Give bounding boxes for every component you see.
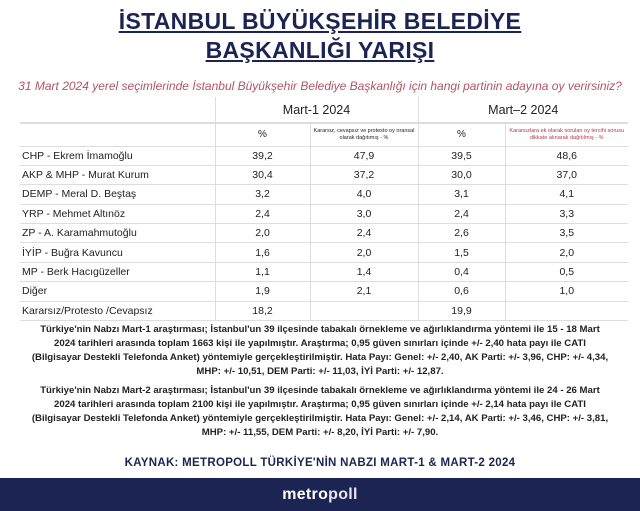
table-row xyxy=(20,185,628,204)
period-mart2: Mart–2 2024 xyxy=(418,97,628,123)
value-cell: 19,9 xyxy=(418,301,505,320)
table-row xyxy=(20,243,628,262)
methodology-note-mart1: Türkiye'nin Nabzı Mart-1 araştırması; İstanbul'un 39 ilçesinde tabakalı örnekleme ve ağırlıklandırma yöntemi ile 15 - 18 Mart 2024 tarihleri arasında toplam 1663 kişi ile yapılmıştır. Araştırma; 0,95 güven sınırları içinde +/- 2,40 hata payı ile CATI (Bilgisayar Destekli Telefonda Anket) yöntemiyle gerçekleştirilmiştir. Hata Payı: Genel: +/- 2,40, AK Parti: +/- 3,96, CHP: +/- 4,34, MHP: +/- 10,51, DEM Parti: +/- 11,03, İYİ Parti: +/- 12,87. xyxy=(31,324,609,377)
candidate-label: Kararsız/Protesto /Cevapsız xyxy=(20,301,215,320)
value-cell: 1,9 xyxy=(215,282,310,301)
value-cell: 47,9 xyxy=(310,146,418,165)
value-cell: 39,2 xyxy=(215,146,310,165)
value-cell: 2,4 xyxy=(310,224,418,243)
value-cell: 4,1 xyxy=(505,185,628,204)
survey-question: 31 Mart 2024 yerel seçimlerinde İstanbul Büyükşehir Belediye Başkanlığı için hangi partinin adayına oy verirsiniz? xyxy=(18,79,622,93)
subheader-row xyxy=(20,123,628,146)
subheader-percent-1: % xyxy=(215,123,310,146)
logo-text-1: metro xyxy=(282,485,329,503)
value-cell: 48,6 xyxy=(505,146,628,165)
logo-text-2: poll xyxy=(328,485,358,503)
value-cell: 2,1 xyxy=(310,282,418,301)
page-title-line2: BAŞKANLIĞI YARIŞI xyxy=(205,37,435,63)
value-cell: 2,4 xyxy=(215,204,310,223)
period-mart1: Mart-1 2024 xyxy=(215,97,418,123)
value-cell: 1,6 xyxy=(215,243,310,262)
value-cell: 0,6 xyxy=(418,282,505,301)
value-cell: 0,4 xyxy=(418,262,505,281)
source-line: KAYNAK: METROPOLL TÜRKİYE'NİN NABZI MART-1 & MART-2 2024 xyxy=(124,457,516,469)
value-cell: 1,1 xyxy=(215,262,310,281)
value-cell: 2,0 xyxy=(215,224,310,243)
candidate-label: AKP & MHP - Murat Kurum xyxy=(20,165,215,184)
table-row xyxy=(20,224,628,243)
candidate-label: Diğer xyxy=(20,282,215,301)
value-cell: 3,0 xyxy=(310,204,418,223)
page-title-line1: İSTANBUL BÜYÜKŞEHİR BELEDİYE xyxy=(118,8,522,34)
value-cell: 3,2 xyxy=(215,185,310,204)
subheader-percent-2: % xyxy=(418,123,505,146)
value-cell: 37,0 xyxy=(505,165,628,184)
value-cell: 2,0 xyxy=(310,243,418,262)
candidate-label: ZP - A. Karamahmutoğlu xyxy=(20,224,215,243)
value-cell: 1,4 xyxy=(310,262,418,281)
candidate-label: İYİP - Buğra Kavuncu xyxy=(20,243,215,262)
results-table xyxy=(20,97,628,321)
value-cell: 2,6 xyxy=(418,224,505,243)
value-cell: 2,4 xyxy=(418,204,505,223)
value-cell: 2,0 xyxy=(505,243,628,262)
value-cell xyxy=(310,301,418,320)
table-row xyxy=(20,301,628,320)
value-cell: 3,3 xyxy=(505,204,628,223)
value-cell: 3,1 xyxy=(418,185,505,204)
value-cell: 37,2 xyxy=(310,165,418,184)
value-cell: 30,0 xyxy=(418,165,505,184)
subheader-distributed-1: Kararsız, cevapsız ve protesto oy oransal olarak dağıtımış - % xyxy=(313,127,415,141)
table-row xyxy=(20,204,628,223)
value-cell: 3,5 xyxy=(505,224,628,243)
value-cell: 39,5 xyxy=(418,146,505,165)
value-cell: 0,5 xyxy=(505,262,628,281)
subheader-distributed-2: Kararsızlara ek olarak sorulan oy tercihi sorusu dikkate alınarak dağıtılmış - % xyxy=(509,127,625,141)
candidate-label: DEMP - Meral D. Beştaş xyxy=(20,185,215,204)
value-cell xyxy=(505,301,628,320)
candidate-label: YRP - Mehmet Altınöz xyxy=(20,204,215,223)
candidate-label: MP - Berk Hacıgüzeller xyxy=(20,262,215,281)
candidate-label: CHP - Ekrem İmamoğlu xyxy=(20,146,215,165)
value-cell: 4,0 xyxy=(310,185,418,204)
value-cell: 1,0 xyxy=(505,282,628,301)
table-row xyxy=(20,165,628,184)
table-row xyxy=(20,282,628,301)
value-cell: 18,2 xyxy=(215,301,310,320)
value-cell: 30,4 xyxy=(215,165,310,184)
table-row xyxy=(20,262,628,281)
table-row xyxy=(20,146,628,165)
period-header-row xyxy=(20,97,628,123)
metropoll-logo xyxy=(282,486,358,504)
footer-bar xyxy=(0,478,640,511)
value-cell: 1,5 xyxy=(418,243,505,262)
methodology-note-mart2: Türkiye'nin Nabzı Mart-2 araştırması; İstanbul'un 39 ilçesinde tabakalı örnekleme ve ağırlıklandırma yöntemi ile 24 - 26 Mart 2024 tarihleri arasında toplam 2100 kişi ile yapılmıştır. Araştırma; 0,95 güven sınırları içinde +/- 2,14 hata payı ile CATI (Bilgisayar Destekli Telefonda Anket) yöntemiyle gerçekleştirilmiştir. Hata Payı: Genel: +/- 2,14, AK Parti: +/- 3,46, CHP: +/- 3,81, MHP: +/- 11,55, DEM Parti: +/- 8,20, İYİ Parti: +/- 7,90. xyxy=(31,385,609,438)
